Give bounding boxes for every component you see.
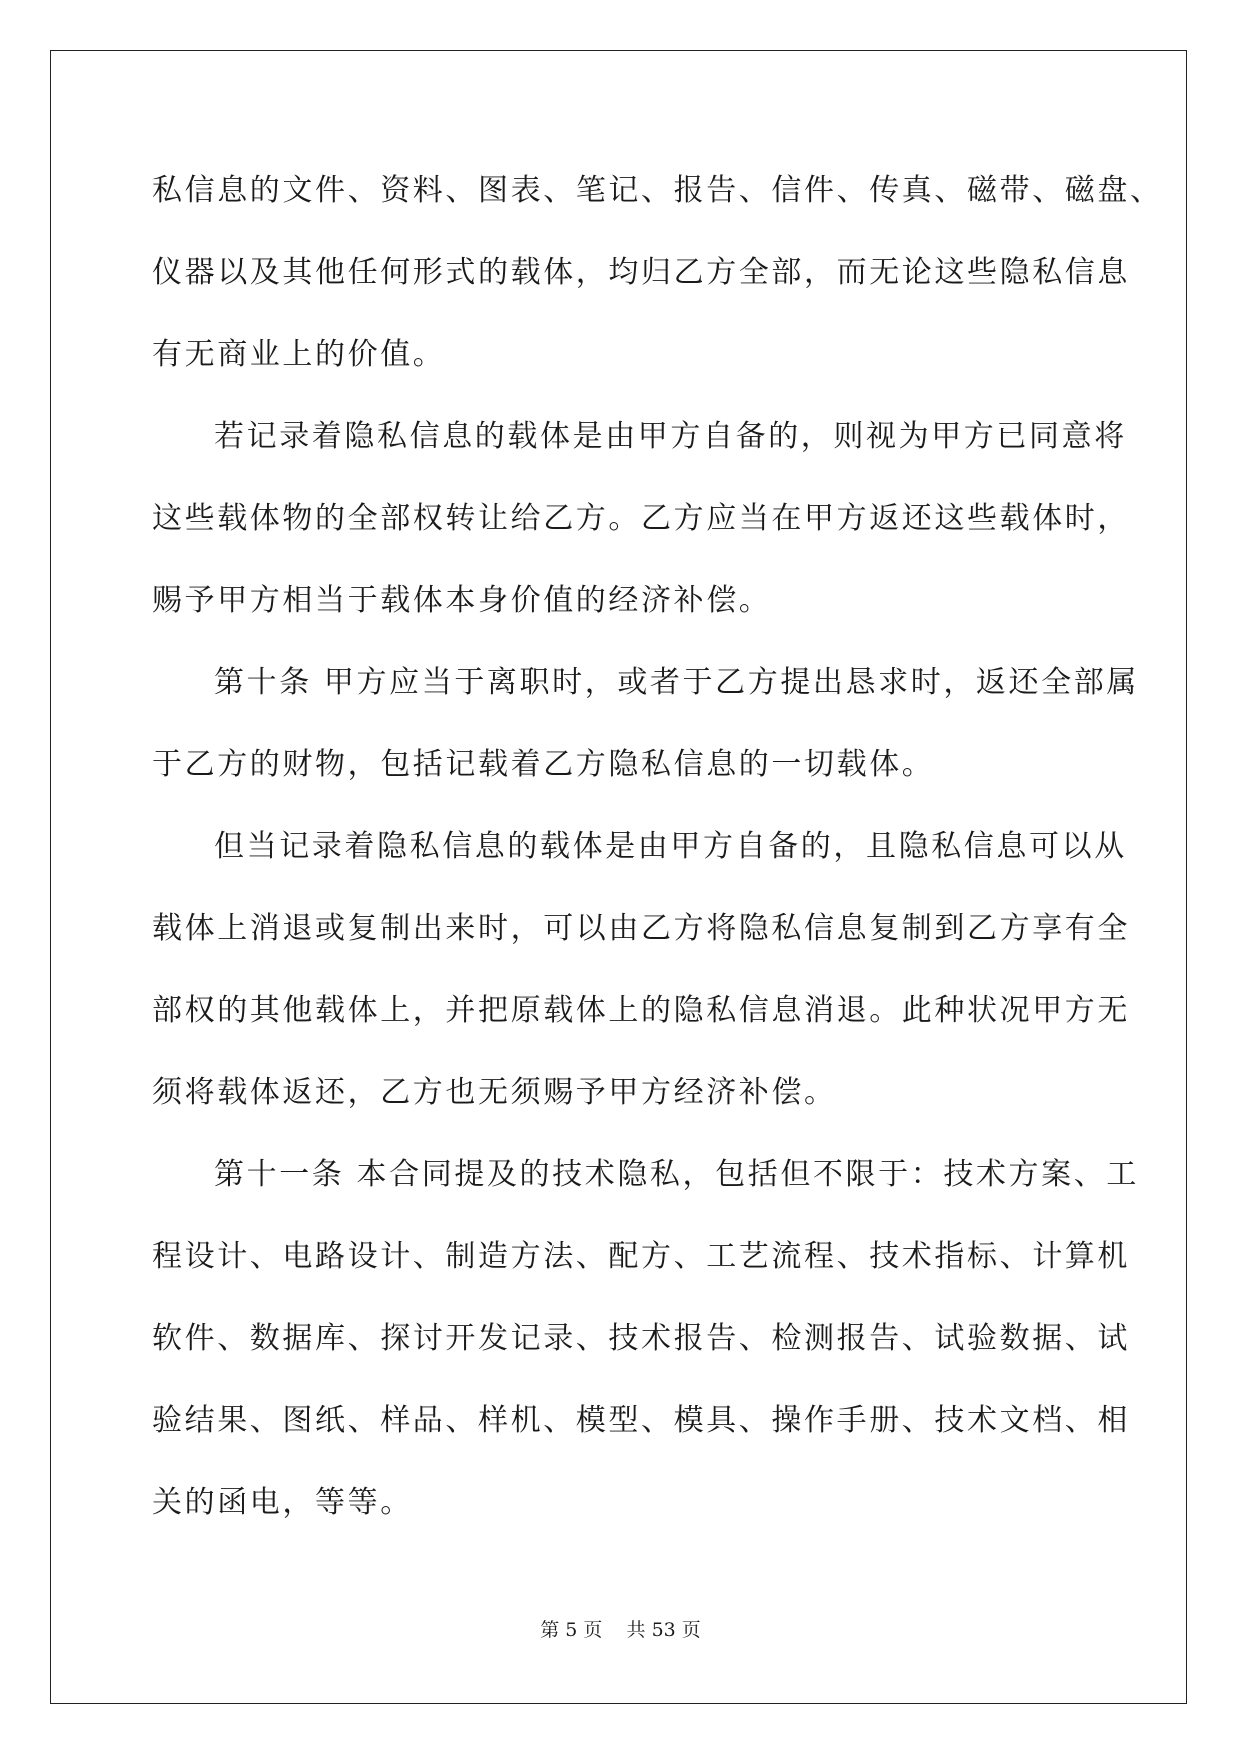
- page-number-footer: 第 5 页 共 53 页: [540, 1619, 701, 1641]
- paragraph-start-line: 但当记录着隐私信息的载体是由甲方自备的，且隐私信息可以从: [214, 829, 1127, 864]
- text-line: 软件、数据库、探讨开发记录、技术报告、检测报告、试验数据、试: [152, 1321, 1130, 1356]
- text-line: 于乙方的财物，包括记载着乙方隐私信息的一切载体。: [152, 747, 935, 782]
- text-line: 仪器以及其他任何形式的载体，均归乙方全部，而无论这些隐私信息: [152, 255, 1130, 290]
- text-line: 有无商业上的价值。: [152, 337, 446, 372]
- text-line: 关的函电，等等。: [152, 1485, 413, 1520]
- paragraph-start-line: 若记录着隐私信息的载体是由甲方自备的，则视为甲方已同意将: [214, 419, 1127, 454]
- text-line: 验结果、图纸、样品、样机、模型、模具、操作手册、技术文档、相: [152, 1403, 1130, 1438]
- text-line: 赐予甲方相当于载体本身价值的经济补偿。: [152, 583, 772, 618]
- text-line: 须将载体返还，乙方也无须赐予甲方经济补偿。: [152, 1075, 837, 1110]
- text-line: 这些载体物的全部权转让给乙方。乙方应当在甲方返还这些载体时，: [152, 501, 1130, 536]
- article-eleven-line: 第十一条 本合同提及的技术隐私，包括但不限于：技术方案、工: [214, 1157, 1139, 1192]
- text-line: 程设计、电路设计、制造方法、配方、工艺流程、技术指标、计算机: [152, 1239, 1130, 1274]
- article-ten-line: 第十条 甲方应当于离职时，或者于乙方提出恳求时，返还全部属: [214, 665, 1139, 700]
- text-line: 载体上消退或复制出来时，可以由乙方将隐私信息复制到乙方享有全: [152, 911, 1130, 946]
- document-body: [152, 150, 1163, 1544]
- text-line: 部权的其他载体上，并把原载体上的隐私信息消退。此种状况甲方无: [152, 993, 1130, 1028]
- text-line: 私信息的文件、资料、图表、笔记、报告、信件、传真、磁带、磁盘、: [152, 173, 1163, 208]
